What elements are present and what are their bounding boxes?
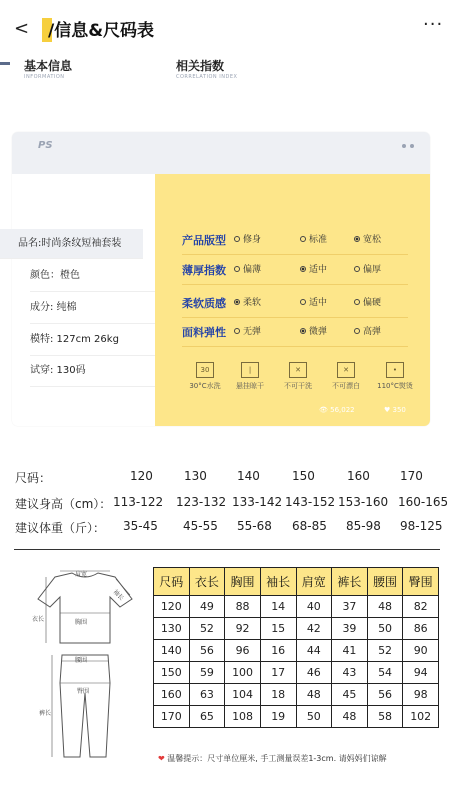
table-cell: 108 xyxy=(225,706,261,728)
table-header-cell: 胸围 xyxy=(225,568,261,596)
back-icon[interactable]: < xyxy=(14,18,30,39)
table-cell: 150 xyxy=(154,662,190,684)
info-row-material: 成分: 纯棉 xyxy=(30,293,155,324)
index-option[interactable] xyxy=(234,295,261,308)
table-cell: 140 xyxy=(154,640,190,662)
table-cell: 50 xyxy=(296,706,332,728)
label-pant-length: 裤长 xyxy=(39,710,52,717)
size-value: 140 xyxy=(237,469,260,483)
dot-icon xyxy=(402,144,406,148)
index-option-label: 高弹 xyxy=(363,327,382,337)
radio-unchecked-icon xyxy=(234,266,240,272)
basic-info-subtitle: INFORMATION xyxy=(24,74,65,80)
weight-line-label: 建议体重（斤）： xyxy=(15,521,106,535)
table-row xyxy=(154,706,439,728)
info-row-fitting: 试穿: 130码 xyxy=(30,356,155,387)
table-cell: 98 xyxy=(403,684,439,706)
index-option[interactable] xyxy=(354,295,381,308)
iron-110-icon: • xyxy=(386,362,404,378)
label-chest: 胸围 xyxy=(75,619,88,626)
radio-checked-icon xyxy=(300,328,306,334)
table-row xyxy=(154,596,439,618)
info-row-name: 品名:时尚条纹短袖套装 xyxy=(0,229,143,259)
height-line-label: 建议身高（cm）： xyxy=(15,497,112,511)
index-label: 面料弹性 xyxy=(182,326,226,339)
height-value: 143-152 xyxy=(285,495,336,509)
index-option-label: 柔软 xyxy=(243,298,262,308)
table-row xyxy=(154,640,439,662)
index-row xyxy=(182,318,408,347)
info-row-color: 颜色：橙色 xyxy=(30,261,155,292)
index-label: 产品版型 xyxy=(182,234,226,247)
table-cell: 170 xyxy=(154,706,190,728)
index-label: 柔软质感 xyxy=(182,297,226,310)
care-label: 不可漂白 xyxy=(332,382,360,390)
radio-unchecked-icon xyxy=(300,299,306,305)
care-label: 110°C熨烫 xyxy=(377,382,413,390)
index-option[interactable] xyxy=(354,262,381,275)
table-row xyxy=(154,662,439,684)
radio-unchecked-icon xyxy=(354,266,360,272)
index-option[interactable] xyxy=(234,262,261,275)
weight-value: 98-125 xyxy=(400,519,443,533)
index-option[interactable] xyxy=(234,232,261,245)
table-cell: 40 xyxy=(296,596,332,618)
table-cell: 90 xyxy=(403,640,439,662)
index-option[interactable] xyxy=(300,232,327,245)
divider xyxy=(14,549,440,550)
table-cell: 92 xyxy=(225,618,261,640)
shirt-outline xyxy=(38,573,132,643)
table-cell: 52 xyxy=(189,618,225,640)
radio-unchecked-icon xyxy=(354,328,360,334)
table-cell: 58 xyxy=(367,706,403,728)
radio-unchecked-icon xyxy=(234,328,240,334)
index-row xyxy=(182,226,408,255)
table-header-row xyxy=(154,568,439,596)
index-option[interactable] xyxy=(354,324,381,337)
index-option-label: 偏厚 xyxy=(363,265,382,275)
size-value: 130 xyxy=(184,469,207,483)
weight-value: 85-98 xyxy=(346,519,381,533)
radio-unchecked-icon xyxy=(354,299,360,305)
index-row xyxy=(182,289,408,318)
table-cell: 16 xyxy=(260,640,296,662)
table-cell: 17 xyxy=(260,662,296,684)
label-sleeve: 袖长 xyxy=(111,588,126,602)
heart-icon: ♥ xyxy=(384,406,391,414)
table-cell: 44 xyxy=(296,640,332,662)
care-label: 不可干洗 xyxy=(284,382,312,390)
table-cell: 94 xyxy=(403,662,439,684)
index-option[interactable] xyxy=(300,295,327,308)
eye-icon: 👁 xyxy=(319,406,328,414)
index-option[interactable] xyxy=(300,324,327,337)
table-cell: 43 xyxy=(332,662,368,684)
no-bleach-icon: ✕ xyxy=(337,362,355,378)
title-text: 信息&尺码表 xyxy=(54,21,155,41)
table-cell: 50 xyxy=(367,618,403,640)
size-value: 170 xyxy=(400,469,423,483)
index-option-label: 偏薄 xyxy=(243,265,262,275)
table-cell: 96 xyxy=(225,640,261,662)
section-accent xyxy=(0,62,10,65)
table-cell: 59 xyxy=(189,662,225,684)
related-index-title: 相关指数 xyxy=(176,59,225,73)
table-cell: 37 xyxy=(332,596,368,618)
measurement-figure xyxy=(20,565,150,765)
table-cell: 45 xyxy=(332,684,368,706)
index-label: 薄厚指数 xyxy=(182,264,226,277)
tip-text: 温馨提示：尺寸单位厘米, 手工测量误差1-3cm. 请妈妈们谅解 xyxy=(167,754,387,763)
card-header xyxy=(12,132,430,174)
views-value: 56,022 xyxy=(330,406,355,414)
basic-info-title: 基本信息 xyxy=(24,59,73,73)
info-row-model: 模特: 127cm 26kg xyxy=(30,325,155,356)
table-header-cell: 腰围 xyxy=(367,568,403,596)
index-option-label: 偏硬 xyxy=(363,298,382,308)
index-option-label: 微弹 xyxy=(309,327,328,337)
size-value: 150 xyxy=(292,469,315,483)
table-cell: 63 xyxy=(189,684,225,706)
table-cell: 42 xyxy=(296,618,332,640)
table-header-cell: 袖长 xyxy=(260,568,296,596)
index-option[interactable] xyxy=(354,232,381,245)
table-cell: 39 xyxy=(332,618,368,640)
table-cell: 48 xyxy=(332,706,368,728)
table-cell: 86 xyxy=(403,618,439,640)
care-label: 悬挂晾干 xyxy=(236,382,264,390)
likes-count[interactable] xyxy=(384,406,406,414)
table-cell: 104 xyxy=(225,684,261,706)
weight-value: 45-55 xyxy=(183,519,218,533)
index-option-label: 宽松 xyxy=(363,235,382,245)
table-cell: 18 xyxy=(260,684,296,706)
table-header-cell: 衣长 xyxy=(189,568,225,596)
table-row xyxy=(154,684,439,706)
care-label: 30°C水洗 xyxy=(189,382,221,390)
index-option-label: 修身 xyxy=(243,235,262,245)
table-cell: 56 xyxy=(367,684,403,706)
index-option-label: 标准 xyxy=(309,235,328,245)
table-cell: 49 xyxy=(189,596,225,618)
table-cell: 14 xyxy=(260,596,296,618)
index-option-label: 适中 xyxy=(309,265,328,275)
size-value: 160 xyxy=(347,469,370,483)
table-cell: 48 xyxy=(296,684,332,706)
pants-outline xyxy=(60,655,110,757)
weight-value: 35-45 xyxy=(123,519,158,533)
brand-mark: PS xyxy=(38,140,53,151)
table-header-cell: 臀围 xyxy=(403,568,439,596)
page-title xyxy=(48,18,154,44)
table-cell: 82 xyxy=(403,596,439,618)
label-waist: 腰围 xyxy=(75,657,88,664)
size-table xyxy=(153,567,439,728)
heart-icon: ❤ xyxy=(158,754,165,763)
height-value: 123-132 xyxy=(176,495,227,509)
table-cell: 54 xyxy=(367,662,403,684)
table-cell: 65 xyxy=(189,706,225,728)
radio-unchecked-icon xyxy=(234,236,240,242)
title-prefix: / xyxy=(48,21,55,41)
table-cell: 48 xyxy=(367,596,403,618)
table-cell: 15 xyxy=(260,618,296,640)
table-cell: 19 xyxy=(260,706,296,728)
table-cell: 130 xyxy=(154,618,190,640)
index-option[interactable] xyxy=(234,324,261,337)
table-header-cell: 尺码 xyxy=(154,568,190,596)
height-value: 133-142 xyxy=(232,495,283,509)
no-dry-clean-icon: ✕ xyxy=(289,362,307,378)
tip-line xyxy=(158,753,387,764)
weight-value: 68-85 xyxy=(292,519,327,533)
table-cell: 46 xyxy=(296,662,332,684)
label-hip: 臀围 xyxy=(77,688,90,695)
table-cell: 52 xyxy=(367,640,403,662)
table-row xyxy=(154,618,439,640)
radio-checked-icon xyxy=(300,266,306,272)
index-option[interactable] xyxy=(300,262,327,275)
radio-checked-icon xyxy=(234,299,240,305)
table-cell: 160 xyxy=(154,684,190,706)
height-value: 160-165 xyxy=(398,495,449,509)
table-cell: 41 xyxy=(332,640,368,662)
radio-unchecked-icon xyxy=(300,236,306,242)
related-index-subtitle: CORRELATION INDEX xyxy=(176,74,238,80)
size-value: 120 xyxy=(130,469,153,483)
likes-value: 350 xyxy=(392,406,406,414)
table-cell: 120 xyxy=(154,596,190,618)
wash-30-icon: 30 xyxy=(196,362,214,378)
table-cell: 88 xyxy=(225,596,261,618)
label-shoulder: 肩宽 xyxy=(75,571,88,578)
table-cell: 56 xyxy=(189,640,225,662)
label-top-length: 衣长 xyxy=(32,616,45,623)
more-icon[interactable]: ··· xyxy=(423,14,444,35)
table-cell: 102 xyxy=(403,706,439,728)
hang-dry-icon: | xyxy=(241,362,259,378)
height-value: 113-122 xyxy=(113,495,164,509)
weight-value: 55-68 xyxy=(237,519,272,533)
table-cell: 100 xyxy=(225,662,261,684)
dot-icon xyxy=(410,144,414,148)
index-row xyxy=(182,256,408,285)
table-header-cell: 肩宽 xyxy=(296,568,332,596)
radio-checked-icon xyxy=(354,236,360,242)
height-value: 153-160 xyxy=(338,495,389,509)
index-option-label: 适中 xyxy=(309,298,328,308)
views-count xyxy=(319,406,355,414)
index-option-label: 无弹 xyxy=(243,327,262,337)
table-header-cell: 裤长 xyxy=(332,568,368,596)
size-line-label: 尺码： xyxy=(15,471,52,485)
